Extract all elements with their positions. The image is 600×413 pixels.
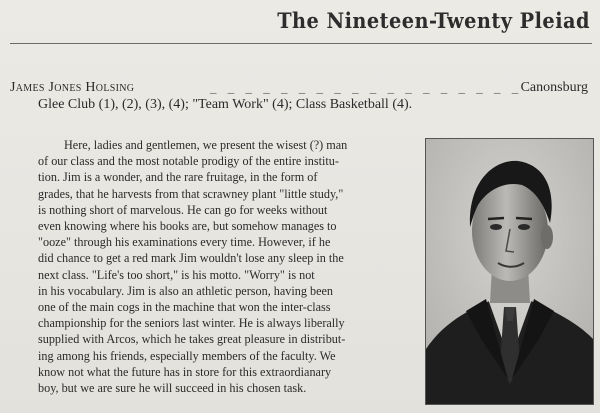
bio-line: even knowing where his books are, but somehow manages to xyxy=(38,219,337,234)
leader-line: _ _ _ _ _ _ _ _ _ _ _ _ _ _ _ _ _ _ xyxy=(210,80,523,95)
bio-line: did chance to get a red mark Jim wouldn't lose any sleep in the xyxy=(38,251,344,266)
bio-line: championship for the seniors last winter. He is always liberally xyxy=(38,316,345,331)
bio-line: supplied with Arcos, which he takes great pleasure in distribut- xyxy=(38,332,346,347)
bio-line: grades, that he harvests from that scrawney plant "little study," xyxy=(38,186,344,201)
page-header-title: The Nineteen-Twenty Pleiad xyxy=(277,8,590,33)
biography-paragraph xyxy=(38,137,410,396)
header-rule xyxy=(10,43,592,44)
bio-line: boy, but we are sure he will succeed in his chosen task. xyxy=(38,381,307,396)
bio-line: next class. "Life's too short," is his motto. "Worry" is not xyxy=(38,267,315,282)
portrait-photo xyxy=(425,138,594,405)
bio-line: one of the main cogs in the machine that won the inter-class xyxy=(38,300,331,315)
bio-line: ing among his friends, especially members of the faculty. We xyxy=(38,348,336,363)
bio-line: "ooze" through his examinations every time. However, if he xyxy=(38,235,331,250)
bio-line: Here, ladies and gentlemen, we present the wisest (?) man xyxy=(64,138,348,152)
student-name: James Jones Holsing xyxy=(10,80,135,95)
bio-line: tion. Jim is a wonder, and the rare fruitage, in the form of xyxy=(38,170,318,185)
bio-line: in his vocabulary. Jim is also an athletic person, having been xyxy=(38,283,334,298)
portrait-illustration xyxy=(426,139,593,404)
bio-line: is nothing short of marvelous. He can go for weeks without xyxy=(38,202,328,217)
bio-line: know not what the future has in store for this extraordianary xyxy=(38,364,332,379)
hometown: Canonsburg xyxy=(520,80,588,95)
activities-line: Glee Club (1), (2), (3), (4); "Team Work" (4); Class Basketball (4). xyxy=(38,97,413,112)
bio-line: of our class and the most notable prodigy of the entire institu- xyxy=(38,154,339,169)
name-row xyxy=(10,80,588,98)
